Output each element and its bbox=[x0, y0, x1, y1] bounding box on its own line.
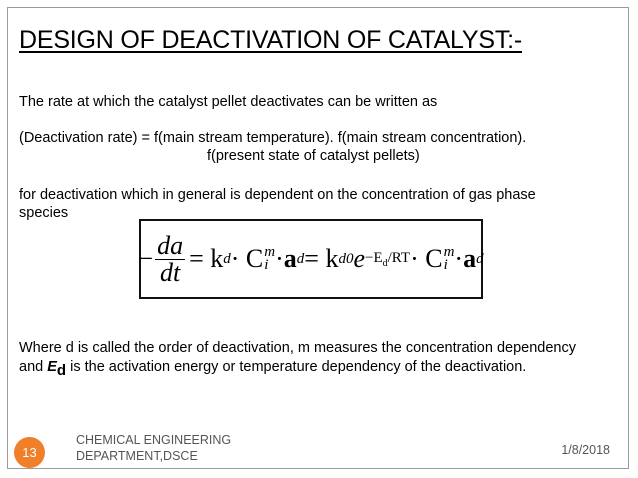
eq-exponent-e: −E bbox=[365, 249, 383, 266]
eq-dot3: · C bbox=[410, 244, 443, 273]
eq-rhs1: = k bbox=[189, 244, 224, 273]
eq-rhs2: = k bbox=[304, 244, 339, 273]
eq-dot2: · bbox=[275, 244, 284, 273]
paragraph-gas-phase-line2: species bbox=[19, 205, 69, 221]
paragraph-rate-intro: The rate at which the catalyst pellet deactivates can be written as bbox=[19, 94, 438, 110]
eq-minus: − bbox=[138, 244, 154, 273]
eq-sup-d2: d bbox=[476, 250, 484, 267]
eq-sub-i: i bbox=[264, 257, 269, 273]
eq-exponent-sub: d bbox=[382, 257, 388, 269]
equation-box bbox=[139, 219, 483, 299]
paragraph-definitions-pre: Where d is called the order of deactivation, m measures the concentration dependency and bbox=[19, 340, 576, 375]
eq-a2: a bbox=[463, 244, 477, 273]
paragraph-definitions bbox=[19, 339, 584, 380]
deactivation-equation bbox=[138, 230, 484, 287]
eq-fraction bbox=[155, 230, 185, 287]
eq-exponent bbox=[365, 250, 410, 269]
eq-a1: a bbox=[283, 244, 297, 273]
eq-numerator bbox=[155, 230, 185, 260]
eq-e: e bbox=[353, 244, 365, 273]
eq-numerator-text: da bbox=[157, 230, 184, 260]
eq-sub-d0: d0 bbox=[338, 250, 354, 267]
slide-title: DESIGN OF DEACTIVATION OF CATALYST:- bbox=[19, 26, 523, 54]
eq-sub-d: d bbox=[223, 250, 231, 267]
paragraph-deactivation-rate-line2: f(present state of catalyst pellets) bbox=[207, 148, 420, 164]
footer-department-line1: CHEMICAL ENGINEERING bbox=[76, 433, 232, 447]
eq-denominator: dt bbox=[159, 257, 181, 287]
symbol-ed: E bbox=[47, 359, 57, 375]
paragraph-definitions-post: is the activation energy or temperature dependency of the deactivation. bbox=[66, 359, 527, 375]
eq-dot1: · C bbox=[230, 244, 264, 273]
eq-sup-d1: d bbox=[296, 250, 305, 267]
eq-supsub-2 bbox=[444, 246, 455, 272]
footer-date: 1/8/2018 bbox=[561, 443, 610, 457]
footer-department bbox=[76, 432, 231, 464]
paragraph-gas-phase-line1: for deactivation which in general is dependent on the concentration of gas phase bbox=[19, 187, 536, 203]
eq-sup-m2: m bbox=[443, 244, 455, 260]
paragraph-deactivation-rate-line1: (Deactivation rate) = f(main stream temperature). f(main stream concentration). bbox=[19, 130, 527, 146]
eq-sub-i2: i bbox=[443, 257, 448, 273]
eq-supsub-1 bbox=[264, 246, 275, 272]
eq-dot4: · bbox=[454, 244, 464, 273]
footer-department-line2: DEPARTMENT,DSCE bbox=[76, 449, 198, 463]
eq-exponent-rest: /RT bbox=[387, 249, 411, 266]
eq-sup-m: m bbox=[264, 244, 276, 260]
symbol-ed-sub: d bbox=[56, 361, 67, 379]
page-number-badge: 13 bbox=[14, 437, 45, 468]
